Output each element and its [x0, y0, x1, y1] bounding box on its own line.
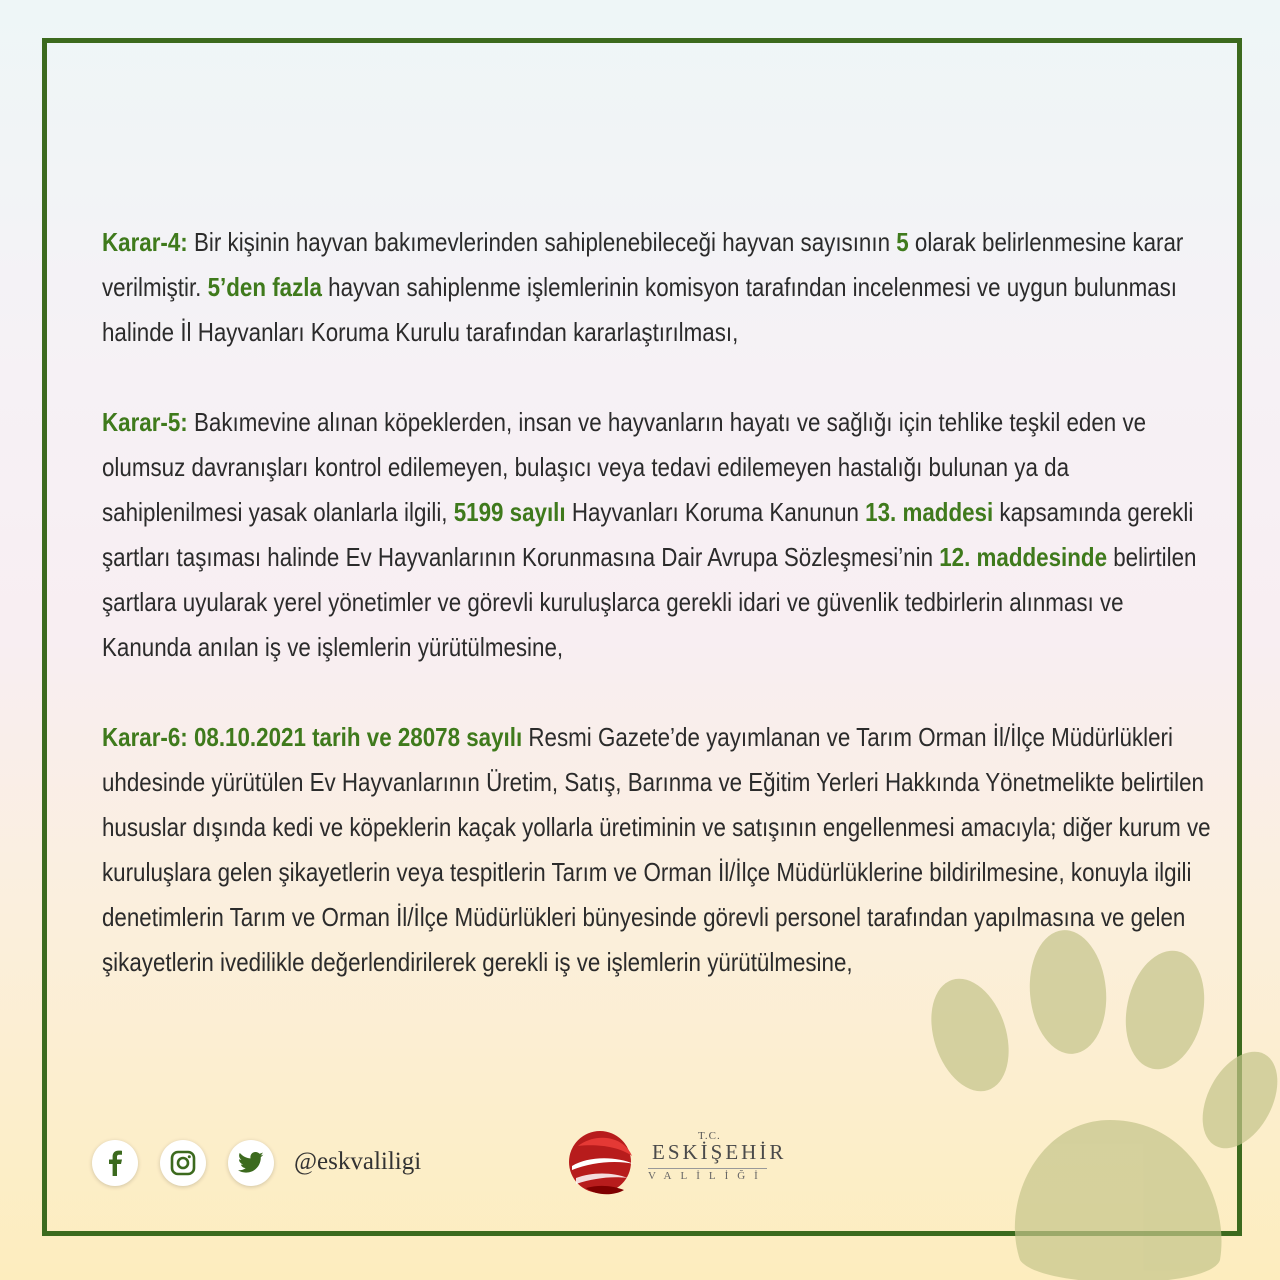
decision-text	[102, 220, 1211, 1030]
karar-5-paragraph	[102, 400, 1211, 670]
karar-6-text-1: Resmi Gazete’de yayımlanan ve Tarım Orman İl/İlçe Müdürlükleri uhdesinde yürütülen Ev Hayvanlarının Üretim, Satış, Barınma ve Eğitim Yerleri Hakkında Yönetmelikte belirtilen hususlar dışında kedi ve köpeklerin kaçak yollarla üretiminin ve satışının engellenmesi amacıyla; diğer kurum ve kuruluşlara gelen şikayetlerin veya tespitlerin Tarım ve Orman İl/İlçe Müdürlüklerine bildirilmesine, konuyla ilgili denetimlerin Tarım ve Orman İl/İlçe Müdürlükleri bünyesinde görevli personel tarafından yapılmasına ve gelen şikayetlerin ivedilikle değerlendirilerek gerekli iş ve işlemlerin yürütülmesine,	[102, 722, 1211, 977]
instagram-link[interactable]	[160, 1140, 206, 1186]
karar-4-highlight-2: 5’den fazla	[207, 272, 322, 302]
karar-4-text-3: hayvan sahiplenme işlemlerinin komisyon tarafından incelenmesi ve uygun bulunması halinde İl Hayvanları Koruma Kurulu tarafından kararlaştırılması,	[102, 272, 1178, 347]
karar-6-label: Karar-6:	[102, 722, 188, 752]
karar-5-highlight-3: 12. maddesinde	[939, 542, 1108, 572]
karar-5-text-1: Bakımevine alınan köpeklerden, insan ve hayvanların hayatı ve sağlığı için tehlike teşkil eden ve olumsuz davranışları kontrol edilemeyen, bulaşıcı veya tedavi edilemeyen hastalığı bulunan ya da sahiplenilmesi yasak olanlarla ilgili,	[102, 407, 1147, 527]
karar-5-highlight-2: 13. maddesi	[865, 497, 994, 527]
karar-4-text-1: Bir kişinin hayvan bakımevlerinden sahiplenebileceği hayvan sayısının	[187, 227, 897, 257]
valilik-emblem-icon	[566, 1126, 638, 1198]
karar-4-label: Karar-4:	[102, 227, 188, 257]
karar-6-paragraph	[102, 715, 1211, 985]
twitter-link[interactable]	[228, 1140, 274, 1186]
karar-4-paragraph	[102, 220, 1211, 355]
facebook-link[interactable]	[92, 1140, 138, 1186]
footer	[92, 1130, 1192, 1190]
logo-valiligi: VALİLİĞİ	[648, 1170, 767, 1182]
karar-5-label: Karar-5:	[102, 407, 188, 437]
facebook-icon	[104, 1150, 126, 1176]
logo-city: ESKİŞEHİR	[652, 1140, 787, 1164]
logo-tc: T.C.	[698, 1130, 721, 1142]
karar-5-text-3: kapsamında gerekli şartları taşıması halinde Ev Hayvanlarının Korunmasına Dair Avrupa Sözleşmesi’nin	[102, 497, 1194, 572]
karar-6-highlight-1: 08.10.2021 tarih ve 28078 sayılı	[187, 722, 523, 752]
instagram-icon	[170, 1150, 196, 1176]
karar-5-text-4: belirtilen şartlara uyularak yerel yönetimler ve görevli kuruluşlarca gerekli idari ve güvenlik tedbirlerin alınması ve Kanunda anılan iş ve işlemlerin yürütülmesine,	[102, 542, 1197, 662]
social-handle: @eskvaliligi	[294, 1148, 422, 1175]
twitter-icon	[238, 1152, 264, 1174]
karar-4-text-2: olarak belirlenmesine karar verilmiştir.	[102, 227, 1184, 302]
karar-4-highlight-1: 5	[896, 227, 909, 257]
eskisehir-valiligi-logo	[566, 1126, 786, 1198]
karar-5-text-2: Hayvanları Koruma Kanunun	[565, 497, 866, 527]
karar-5-highlight-1: 5199 sayılı	[453, 497, 566, 527]
